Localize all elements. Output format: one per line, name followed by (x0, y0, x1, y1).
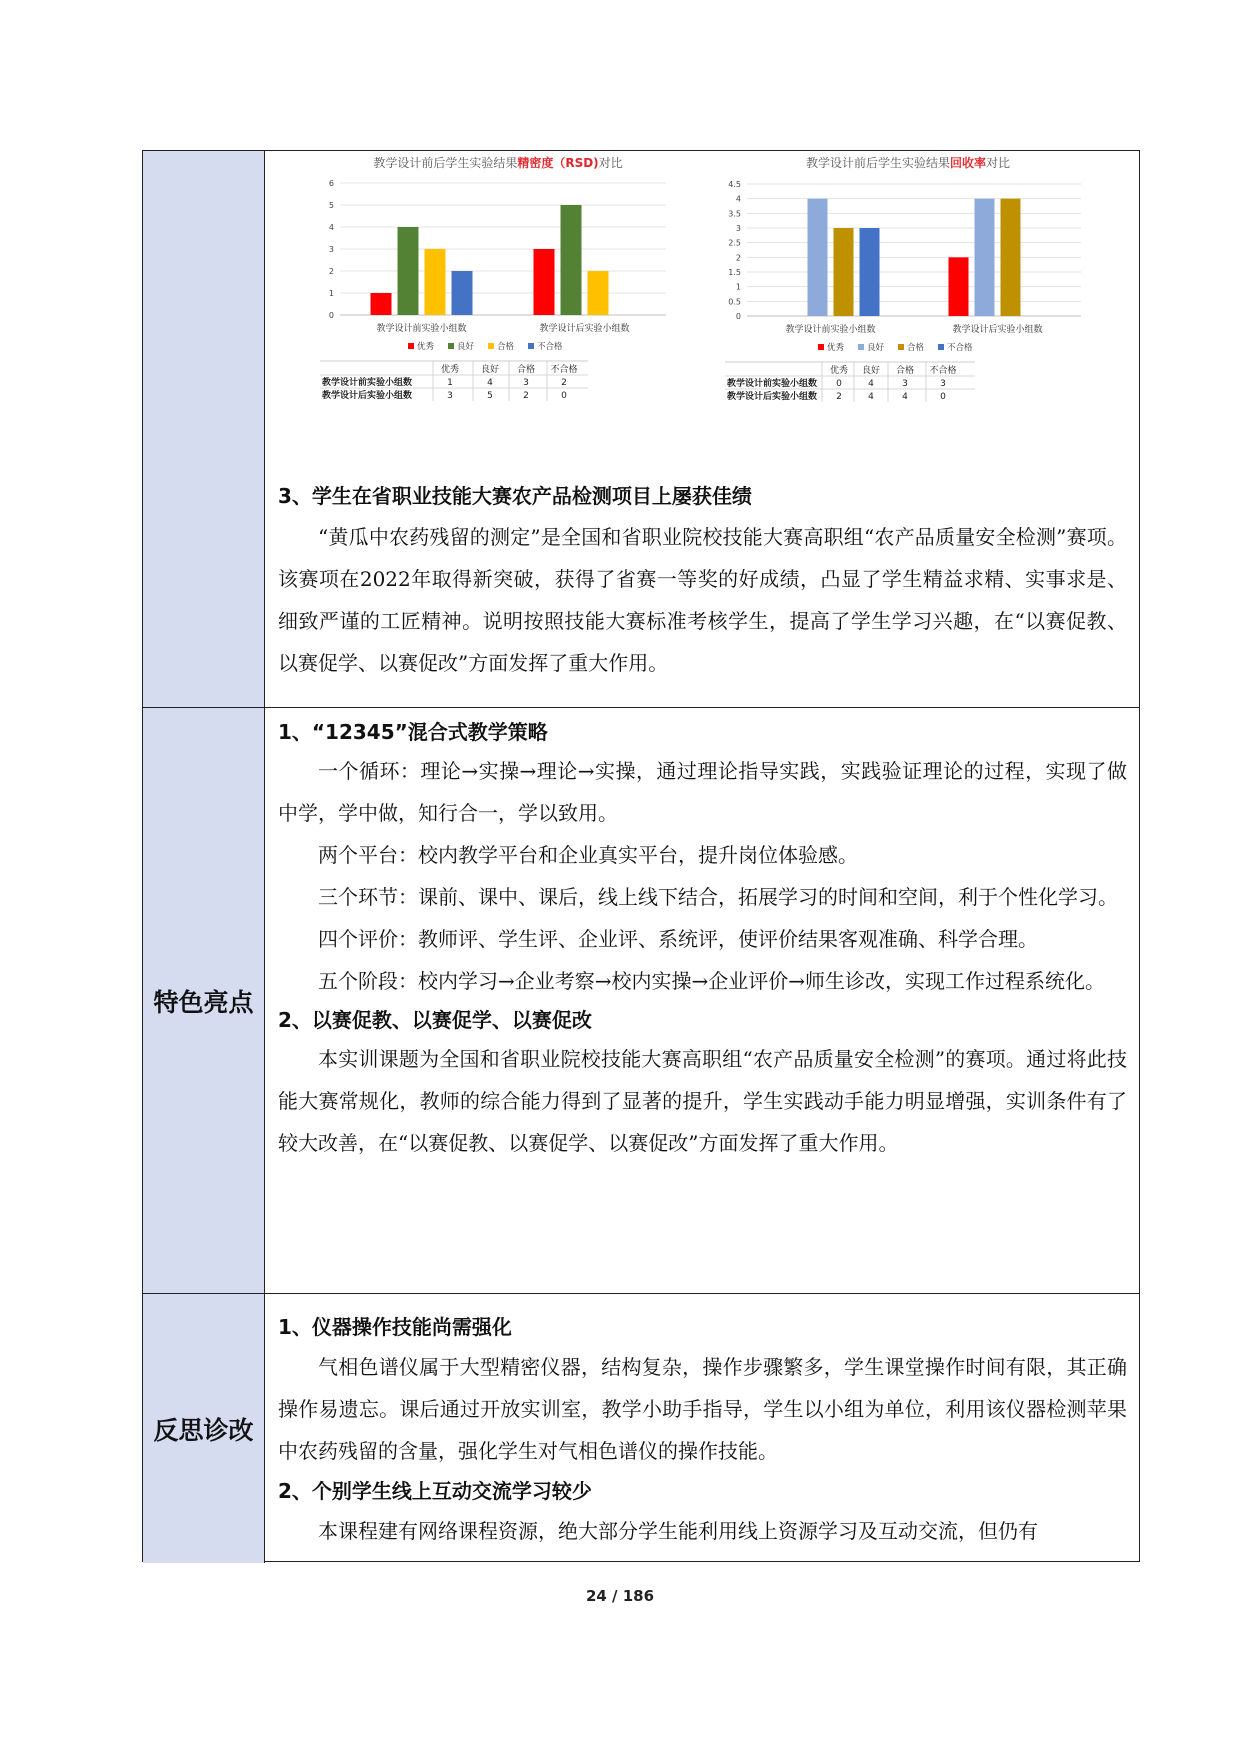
section-paragraph: 五个阶段：校内学习→企业考察→校内实操→企业评价→师生诊改，实现工作过程系统化。 (318, 969, 1106, 993)
y-tick-label: 2 (328, 267, 334, 276)
legend-label: 良好 (867, 343, 885, 353)
table-cell: 3 (523, 378, 529, 388)
table-cell: 3 (940, 379, 946, 389)
table-header: 不合格 (550, 365, 578, 375)
legend-label: 不合格 (947, 343, 973, 353)
bar (452, 271, 473, 315)
legend-swatch (858, 344, 864, 350)
section-heading: 2、以赛促教、以赛促学、以赛促改 (278, 1008, 592, 1032)
chart-title-highlight: 回收率 (949, 156, 987, 170)
row-highlights (143, 707, 1139, 1293)
category-label: 教学设计前实验小组数 (785, 325, 876, 335)
table-header: 优秀 (440, 365, 460, 375)
section-paragraph: 本课程建有网络课程资源，绝大部分学生能利用线上资源学习及互动交流，但仍有 (318, 1519, 1038, 1543)
table-cell: 2 (523, 391, 529, 401)
row-results-content (265, 151, 1139, 707)
legend-swatch (448, 343, 454, 349)
table-cell: 3 (447, 391, 453, 401)
y-tick-label: 1 (735, 282, 741, 292)
row-label-empty (143, 151, 265, 707)
content-table (142, 150, 1140, 1562)
y-tick-label: 1 (328, 289, 334, 298)
table-cell: 2 (561, 378, 567, 388)
bar (1001, 199, 1021, 316)
y-tick-label: 4.5 (728, 180, 741, 189)
legend-swatch (818, 344, 824, 350)
category-label: 教学设计后实验小组数 (539, 324, 630, 334)
bar (949, 257, 969, 316)
chart-title (806, 155, 1010, 170)
page-number: 24 / 186 (585, 1587, 655, 1605)
section-heading: 1、仪器操作技能尚需强化 (278, 1315, 512, 1339)
bar (975, 199, 995, 316)
chart-title-suffix: 对比 (598, 156, 623, 170)
chart-title (373, 155, 622, 170)
row-label: 特色亮点 (153, 987, 254, 1017)
bar (860, 228, 880, 316)
table-header: 不合格 (929, 366, 957, 376)
bar (371, 293, 392, 315)
legend-label: 合格 (497, 342, 515, 352)
chart-title-prefix: 教学设计前后学生实验结果 (373, 156, 518, 170)
y-tick-label: 2.5 (728, 238, 741, 248)
chart-title-prefix: 教学设计前后学生实验结果 (805, 156, 950, 170)
bar (534, 249, 555, 315)
row-label-cell (143, 708, 265, 1293)
section-heading: 2、个别学生线上互动交流学习较少 (278, 1479, 592, 1503)
section-heading: 1、“12345”混合式教学策略 (278, 720, 548, 744)
y-tick-label: 2 (735, 253, 741, 263)
legend-label: 优秀 (827, 343, 845, 353)
table-row-label: 教学设计后实验小组数 (322, 391, 413, 401)
table-cell: 5 (487, 391, 493, 401)
bar (588, 271, 609, 315)
y-tick-label: 5 (328, 201, 334, 210)
table-row-label: 教学设计前实验小组数 (727, 379, 818, 389)
legend-swatch (898, 344, 904, 350)
y-tick-label: 3 (735, 224, 741, 233)
y-tick-label: 3 (328, 245, 334, 254)
table-row-label: 教学设计后实验小组数 (727, 392, 818, 402)
section-paragraph: “黄瓜中农药残留的测定”是全国和省职业院校技能大赛高职组“农产品质量安全检测”赛项。该赛项在2022年取得新突破，获得了省赛一等奖的好成绩，凸显了学生精益求精、实事求是、细致严谨的工匠精神。说明按照技能大赛标准考核学生，提高了学生学习兴趣，在“以赛促教、以赛促学、以赛促改”方面发挥了重大作用。 (278, 525, 1127, 675)
legend-swatch (528, 343, 534, 349)
legend-label: 优秀 (417, 342, 435, 352)
table-header: 良好 (861, 366, 881, 376)
bar (398, 227, 419, 315)
bar (808, 199, 828, 316)
section-paragraph: 一个循环：理论→实操→理论→实操，通过理论指导实践，实践验证理论的过程，实现了做中学，学中做，知行合一，学以致用。 (278, 759, 1127, 825)
table-cell: 2 (836, 392, 842, 402)
y-tick-label: 4 (328, 223, 334, 232)
row-results (143, 151, 1139, 707)
table-cell: 4 (902, 392, 908, 402)
legend-label: 合格 (907, 343, 925, 353)
row-reflection-content (265, 1294, 1139, 1563)
bar (834, 228, 854, 316)
legend-label: 不合格 (537, 342, 563, 352)
section-paragraph: 气相色谱仪属于大型精密仪器，结构复杂，操作步骤繁多，学生课堂操作时间有限，其正确操作易遗忘。课后通过开放实训室，教学小助手指导，学生以小组为单位，利用该仪器检测苹果中农药残留的含量，强化学生对气相色谱仪的操作技能。 (278, 1355, 1127, 1463)
category-label: 教学设计前实验小组数 (376, 324, 467, 334)
y-tick-label: 4 (735, 194, 741, 204)
y-tick-label: 0 (328, 311, 334, 320)
legend-swatch (408, 343, 414, 349)
y-tick-label: 1.5 (728, 268, 741, 277)
y-tick-label: 0 (735, 312, 741, 321)
bar (561, 205, 582, 315)
y-tick-label: 0.5 (728, 297, 741, 307)
section-paragraph: 三个环节：课前、课中、课后，线上线下结合，拓展学习的时间和空间，利于个性化学习。 (318, 885, 1118, 909)
row-label: 反思诊改 (153, 1415, 254, 1445)
table-header: 良好 (480, 365, 500, 375)
row-label-cell (143, 1294, 265, 1563)
table-row-label: 教学设计前实验小组数 (322, 378, 413, 388)
table-cell: 4 (868, 379, 874, 389)
table-header: 合格 (516, 365, 536, 375)
table-cell: 4 (487, 378, 493, 388)
rsd-chart (318, 151, 678, 461)
chart-title-suffix: 对比 (986, 156, 1011, 170)
table-cell: 4 (868, 392, 874, 402)
table-cell: 0 (836, 379, 842, 389)
table-cell: 0 (940, 392, 946, 402)
section-paragraph: 本实训课题为全国和省职业院校技能大赛高职组“农产品质量安全检测”的赛项。通过将此技能大赛常规化，教师的综合能力得到了显著的提升，学生实践动手能力明显增强，实训条件有了较大改善，在“以赛促教、以赛促学、以赛促改”方面发挥了重大作用。 (278, 1047, 1127, 1155)
category-label: 教学设计后实验小组数 (952, 325, 1043, 335)
row-highlights-content (265, 708, 1139, 1293)
row-reflection (143, 1293, 1139, 1563)
table-cell: 3 (902, 379, 908, 389)
chart-title-highlight: 精密度（RSD) (517, 156, 599, 170)
bar (425, 249, 446, 315)
section-heading: 3、学生在省职业技能大赛农产品检测项目上屡获佳绩 (278, 484, 752, 508)
section-paragraph: 四个评价：教师评、学生评、企业评、系统评，使评价结果客观准确、科学合理。 (318, 927, 1038, 951)
table-header: 合格 (895, 366, 915, 376)
y-tick-label: 3.5 (728, 209, 741, 219)
legend-swatch (938, 344, 944, 350)
section-paragraph: 两个平台：校内教学平台和企业真实平台，提升岗位体验感。 (318, 843, 858, 867)
table-header: 优秀 (829, 366, 849, 376)
legend-label: 良好 (457, 342, 475, 352)
legend-swatch (488, 343, 494, 349)
charts-area (278, 151, 1127, 476)
recovery-chart (723, 151, 1093, 461)
table-cell: 1 (447, 378, 453, 388)
y-tick-label: 6 (328, 179, 334, 188)
table-cell: 0 (561, 391, 567, 401)
